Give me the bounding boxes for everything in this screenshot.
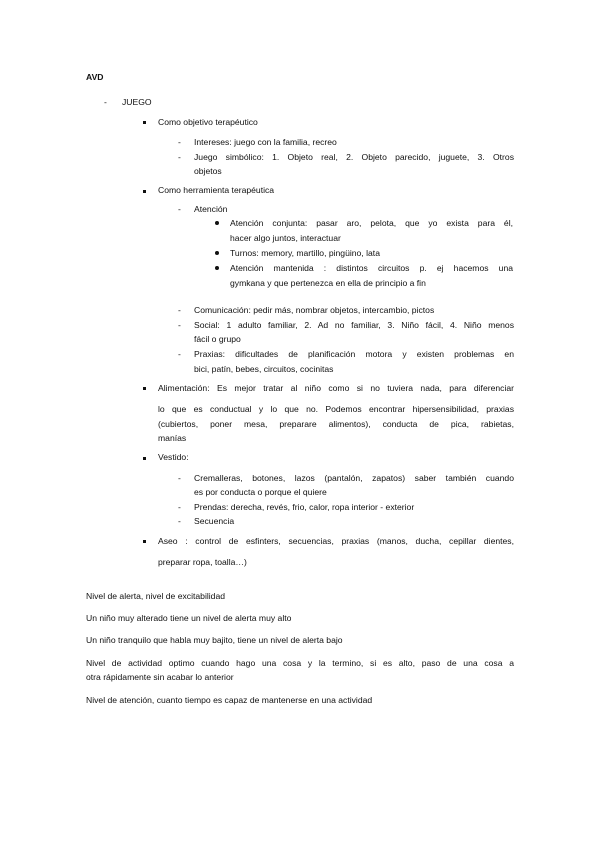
dash-marker: - — [178, 502, 181, 512]
list-item-cont: gymkana y que pertenezca en ella de principio a fin — [230, 278, 426, 288]
paragraph-cont: otra rápidamente sin acabar lo anterior — [86, 672, 234, 682]
paragraph: Nivel de atención, cuanto tiempo es capaz de mantenerse en una actividad — [86, 695, 373, 705]
dash-marker: - — [178, 473, 181, 483]
atencion-label: Atención — [194, 204, 228, 214]
round-bullet — [215, 221, 219, 225]
alimentacion-line: Alimentación: Es mejor tratar al niño como si no tuviera nada, para diferenciar — [158, 383, 514, 393]
section-vestido-title: Vestido: — [158, 452, 189, 462]
section-objetivo-title: Como objetivo terapéutico — [158, 117, 258, 127]
dash-marker: - — [178, 137, 181, 147]
alimentacion-line: manías — [158, 433, 187, 443]
list-item: Prendas: derecha, revés, frio, calor, ropa interior - exterior — [194, 502, 415, 512]
list-item: Atención mantenida : distintos circuitos p. ej hacemos una — [230, 263, 513, 273]
list-item-cont: fácil o grupo — [194, 334, 241, 344]
paragraph: Nivel de alerta, nivel de excitabilidad — [86, 591, 226, 601]
round-bullet — [215, 266, 219, 270]
list-item: Comunicación: pedir más, nombrar objetos, intercambio, pictos — [194, 305, 435, 315]
dash-marker: - — [178, 152, 181, 162]
alimentacion-line: (cubiertos, poner mesa, preparare alimentos), conducta de pica, rabietas, — [158, 419, 514, 429]
square-bullet — [143, 190, 146, 193]
paragraph: Un niño tranquilo que habla muy bajito, tiene un nivel de alerta bajo — [86, 635, 343, 645]
list-item: Secuencia — [194, 516, 235, 526]
square-bullet — [143, 387, 146, 390]
square-bullet — [143, 540, 146, 543]
round-bullet — [215, 251, 219, 255]
list-item: Juego simbólico: 1. Objeto real, 2. Objeto parecido, juguete, 3. Otros — [194, 152, 514, 162]
list-item: Atención conjunta: pasar aro, pelota, que yo exista para él, — [230, 218, 513, 228]
list-item: Intereses: juego con la familia, recreo — [194, 137, 337, 147]
dash-marker: - — [178, 305, 181, 315]
list-item-cont: objetos — [194, 166, 222, 176]
list-item-cont: hacer algo juntos, interactuar — [230, 233, 341, 243]
list-item: Praxias: dificultades de planificación motora y existen problemas en — [194, 349, 514, 359]
aseo-line: Aseo : control de esfinters, secuencias, praxias (manos, ducha, cepillar dientes, — [158, 536, 514, 546]
heading-avd: AVD — [86, 72, 104, 82]
list-item: Cremalleras, botones, lazos (pantalón, zapatos) saber también cuando — [194, 473, 514, 483]
dash-marker: - — [178, 320, 181, 330]
section-herramienta-title: Como herramienta terapéutica — [158, 185, 275, 195]
paragraph: Un niño muy alterado tiene un nivel de alerta muy alto — [86, 613, 292, 623]
list-item-cont: es por conducta o porque el quiere — [194, 487, 327, 497]
paragraph: Nivel de actividad optimo cuando hago una cosa y la termino, si es alto, paso de una cosa a — [86, 658, 514, 668]
aseo-line: preparar ropa, toalla…) — [158, 557, 247, 567]
dash-marker: - — [104, 97, 107, 107]
dash-marker: - — [178, 516, 181, 526]
list-item: Turnos: memory, martillo, pingüino, lata — [230, 248, 380, 258]
square-bullet — [143, 121, 146, 124]
dash-marker: - — [178, 204, 181, 214]
dash-marker: - — [178, 349, 181, 359]
square-bullet — [143, 457, 146, 460]
heading-juego: JUEGO — [122, 97, 152, 107]
list-item: Social: 1 adulto familiar, 2. Ad no familiar, 3. Niño fácil, 4. Niño menos — [194, 320, 514, 330]
list-item-cont: bici, patín, bebes, circuitos, cocinitas — [194, 364, 334, 374]
alimentacion-line: lo que es conductual y lo que no. Podemos encontrar hipersensibilidad, praxias — [158, 404, 514, 414]
